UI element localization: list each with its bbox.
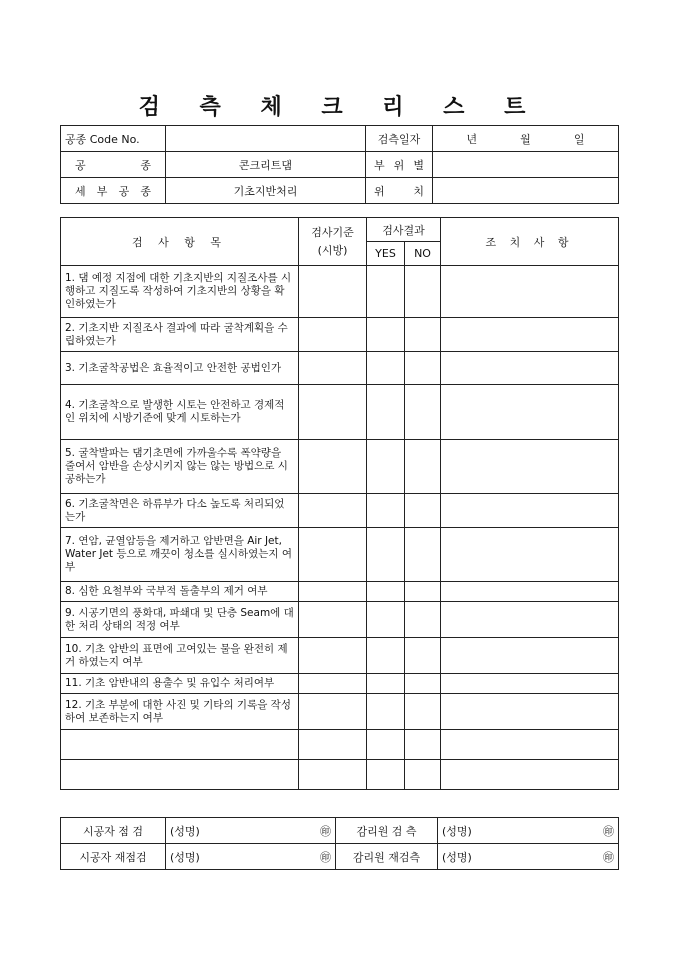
action-cell[interactable] <box>441 352 619 385</box>
contractor-check-name-field[interactable] <box>166 818 336 844</box>
standard-cell[interactable] <box>299 674 367 694</box>
contractor-recheck-name-field[interactable] <box>166 844 336 870</box>
standard-cell[interactable] <box>299 694 367 730</box>
check-item-8: 8. 심한 요철부와 국부적 돌출부의 제거 여부 <box>61 582 299 602</box>
yes-cell[interactable] <box>367 674 405 694</box>
check-item-3: 3. 기초굴착공법은 효율적이고 안전한 공법인가 <box>61 352 299 385</box>
yes-cell[interactable] <box>367 760 405 790</box>
no-cell[interactable] <box>405 760 441 790</box>
standard-cell[interactable] <box>299 266 367 318</box>
action-cell[interactable] <box>441 318 619 352</box>
part-label: 부 위 별 <box>366 152 433 178</box>
no-cell[interactable] <box>405 266 441 318</box>
seal-icon: ㊞ <box>603 850 614 864</box>
contractor-check-name: (성명) <box>170 824 200 838</box>
table-row <box>61 528 619 582</box>
header-no: NO <box>405 242 441 266</box>
info-row-work <box>61 152 619 178</box>
yes-cell[interactable] <box>367 318 405 352</box>
info-table <box>60 125 619 204</box>
action-cell[interactable] <box>441 440 619 494</box>
date-day-label: 일 <box>573 132 585 146</box>
yes-cell[interactable] <box>367 638 405 674</box>
table-row <box>61 674 619 694</box>
yes-cell[interactable] <box>367 385 405 440</box>
no-cell[interactable] <box>405 385 441 440</box>
date-field[interactable] <box>433 126 619 152</box>
supervisor-recheck-name: (성명) <box>442 850 472 864</box>
blank-item-cell[interactable] <box>61 730 299 760</box>
standard-cell[interactable] <box>299 528 367 582</box>
action-cell[interactable] <box>441 528 619 582</box>
detail-value[interactable]: 기초지반처리 <box>166 178 366 204</box>
table-row-blank <box>61 730 619 760</box>
detail-label: 세 부 공 종 <box>61 178 166 204</box>
no-cell[interactable] <box>405 440 441 494</box>
seal-icon: ㊞ <box>603 824 614 838</box>
header-standard-line2: (시방) <box>317 243 348 257</box>
part-field[interactable] <box>433 152 619 178</box>
signature-row-1 <box>61 818 619 844</box>
standard-cell[interactable] <box>299 318 367 352</box>
supervisor-check-label: 감리원 검 측 <box>336 818 438 844</box>
check-item-7: 7. 연암, 균열암등을 제거하고 암반면을 Air Jet, Water Jet 등으로 깨끗이 청소를 실시하였는지 여부 <box>61 528 299 582</box>
check-item-9: 9. 시공기면의 풍화대, 파쇄대 및 단층 Seam에 대한 처리 상태의 적정 여부 <box>61 602 299 638</box>
date-year-label: 년 <box>466 132 478 146</box>
action-cell[interactable] <box>441 694 619 730</box>
action-cell[interactable] <box>441 385 619 440</box>
location-label: 위 치 <box>366 178 433 204</box>
header-result: 검사결과 <box>367 218 441 242</box>
signature-table <box>60 817 619 870</box>
blank-item-cell[interactable] <box>61 760 299 790</box>
table-row <box>61 385 619 440</box>
no-cell[interactable] <box>405 528 441 582</box>
header-action: 조 치 사 항 <box>441 218 619 266</box>
yes-cell[interactable] <box>367 582 405 602</box>
check-item-5: 5. 굴착발파는 댐기초면에 가까울수록 폭약량을 줄여서 암반을 손상시키지 않는 않는 방법으로 시공하는가 <box>61 440 299 494</box>
no-cell[interactable] <box>405 730 441 760</box>
checklist-header-row <box>61 218 619 242</box>
action-cell[interactable] <box>441 602 619 638</box>
table-row-blank <box>61 760 619 790</box>
no-cell[interactable] <box>405 582 441 602</box>
standard-cell[interactable] <box>299 602 367 638</box>
contractor-recheck-label: 시공자 재점검 <box>61 844 166 870</box>
yes-cell[interactable] <box>367 730 405 760</box>
table-row <box>61 638 619 674</box>
check-item-1: 1. 댐 예정 지점에 대한 기초지반의 지질조사를 시행하고 지질도록 작성하여 기초지반의 상황을 확인하였는가 <box>61 266 299 318</box>
no-cell[interactable] <box>405 352 441 385</box>
yes-cell[interactable] <box>367 528 405 582</box>
standard-cell[interactable] <box>299 582 367 602</box>
standard-cell[interactable] <box>299 494 367 528</box>
contractor-recheck-name: (성명) <box>170 850 200 864</box>
info-row-code <box>61 126 619 152</box>
standard-cell[interactable] <box>299 385 367 440</box>
no-cell[interactable] <box>405 694 441 730</box>
date-label: 검측일자 <box>366 126 433 152</box>
yes-cell[interactable] <box>367 602 405 638</box>
header-standard-line1: 검사기준 <box>311 225 354 239</box>
no-cell[interactable] <box>405 638 441 674</box>
no-cell[interactable] <box>405 674 441 694</box>
standard-cell[interactable] <box>299 638 367 674</box>
action-cell[interactable] <box>441 638 619 674</box>
contractor-check-label: 시공자 점 검 <box>61 818 166 844</box>
table-row <box>61 694 619 730</box>
table-row <box>61 318 619 352</box>
table-row <box>61 266 619 318</box>
no-cell[interactable] <box>405 494 441 528</box>
check-item-4: 4. 기초굴착으로 발생한 시토는 안전하고 경제적인 위치에 시방기준에 맞게 시토하는가 <box>61 385 299 440</box>
table-row <box>61 494 619 528</box>
action-cell[interactable] <box>441 494 619 528</box>
table-row <box>61 440 619 494</box>
location-field[interactable] <box>433 178 619 204</box>
no-cell[interactable] <box>405 318 441 352</box>
check-item-2: 2. 기초지반 지질조사 결과에 따라 굴착계획을 수립하였는가 <box>61 318 299 352</box>
supervisor-check-name-field[interactable] <box>438 818 619 844</box>
yes-cell[interactable] <box>367 494 405 528</box>
supervisor-check-name: (성명) <box>442 824 472 838</box>
supervisor-recheck-name-field[interactable] <box>438 844 619 870</box>
yes-cell[interactable] <box>367 266 405 318</box>
check-item-6: 6. 기초굴착면은 하류부가 다소 높도록 처리되었는가 <box>61 494 299 528</box>
header-yes: YES <box>367 242 405 266</box>
signature-row-2 <box>61 844 619 870</box>
header-item: 검 사 항 목 <box>61 218 299 266</box>
seal-icon: ㊞ <box>320 850 331 864</box>
table-row <box>61 352 619 385</box>
action-cell[interactable] <box>441 266 619 318</box>
check-item-10: 10. 기초 암반의 표면에 고여있는 물을 완전히 제거 하였는지 여부 <box>61 638 299 674</box>
yes-cell[interactable] <box>367 352 405 385</box>
standard-cell[interactable] <box>299 730 367 760</box>
table-row <box>61 602 619 638</box>
action-cell[interactable] <box>441 674 619 694</box>
check-item-12: 12. 기초 부분에 대한 사진 및 기타의 기록을 작성하여 보존하는지 여부 <box>61 694 299 730</box>
code-label: 공종 Code No. <box>61 126 166 152</box>
yes-cell[interactable] <box>367 694 405 730</box>
seal-icon: ㊞ <box>320 824 331 838</box>
action-cell[interactable] <box>441 730 619 760</box>
standard-cell[interactable] <box>299 760 367 790</box>
check-item-11: 11. 기초 암반내의 용출수 및 유입수 처리여부 <box>61 674 299 694</box>
work-label: 공 종 <box>61 152 166 178</box>
no-cell[interactable] <box>405 602 441 638</box>
date-month-label: 월 <box>520 132 531 146</box>
info-row-detail <box>61 178 619 204</box>
work-value[interactable]: 콘크리트댐 <box>166 152 366 178</box>
action-cell[interactable] <box>441 582 619 602</box>
yes-cell[interactable] <box>367 440 405 494</box>
action-cell[interactable] <box>441 760 619 790</box>
supervisor-recheck-label: 감리원 재검측 <box>336 844 438 870</box>
table-row <box>61 582 619 602</box>
standard-cell[interactable] <box>299 440 367 494</box>
page-title: 검 측 체 크 리 스 트 <box>138 94 542 120</box>
header-standard <box>299 218 367 266</box>
code-value-field[interactable] <box>166 126 366 152</box>
standard-cell[interactable] <box>299 352 367 385</box>
checklist-table <box>60 217 619 790</box>
